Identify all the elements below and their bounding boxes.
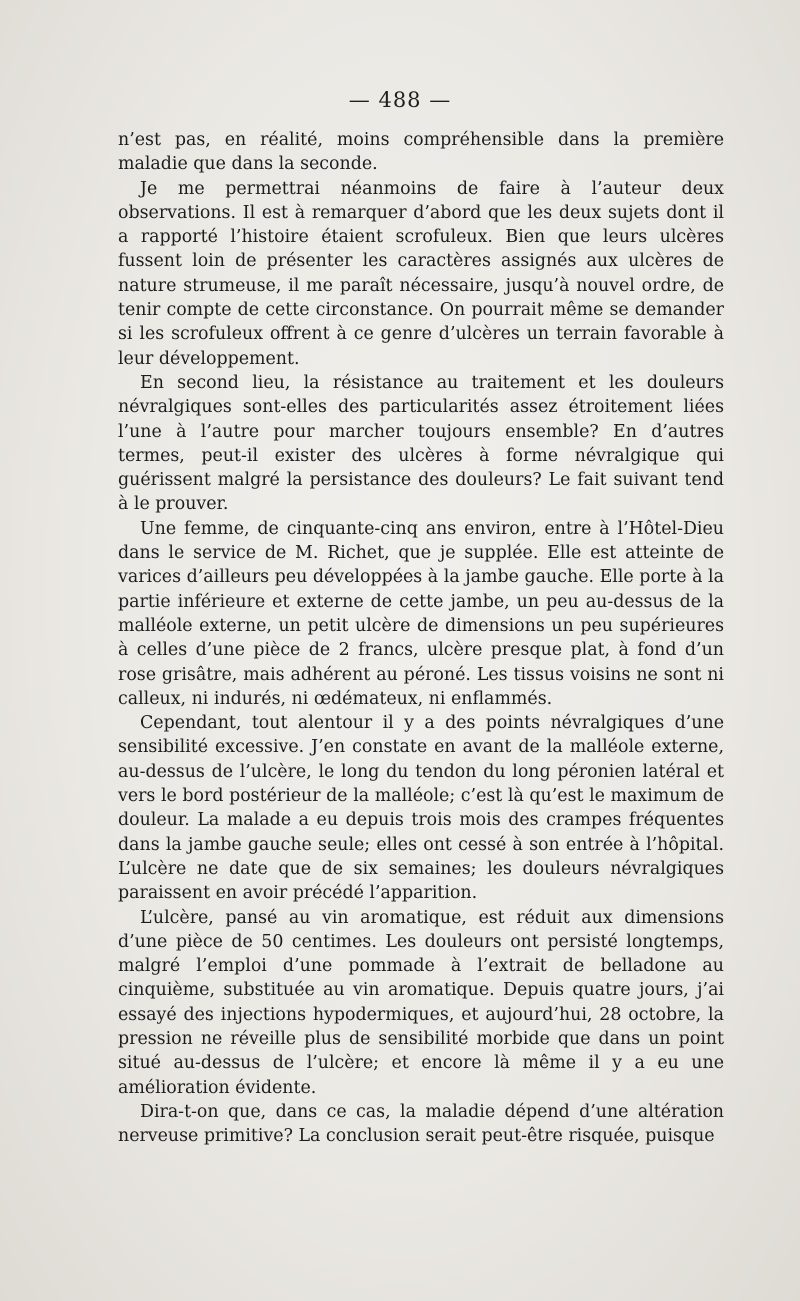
paragraph-neuralgic-points: Cependant, tout alentour il y a des points névralgiques d’une sensibilité excessive. J’en constate en avant de la malléole externe, au-dessus de l’ulcère, le long du tendon du long péronien latéral et vers le bord postérieur de la malléole; c’est là qu’est le maximum de douleur. La malade a eu depuis trois mois des crampes fréquentes dans la jambe gauche seule; elles ont cessé à son entrée à l’hôpital. L’ulcère ne date que de six semaines; les douleurs névralgiques paraissent en avoir précédé l’apparition. xyxy=(118,713,724,904)
paragraph-conclusion: Dira-t-on que, dans ce cas, la maladie dépend d’une altération nerveuse primitive? La conclusion serait peut-être risquée, puisque xyxy=(118,1101,724,1147)
paragraph-second-point: En second lieu, la résistance au traitement et les douleurs névralgiques sont-elles des particularités assez étroitement liées l’une à l’autre pour marcher toujours ensemble? En d’autres termes, peut-il exister des ulcères à forme névralgique qui guérissent malgré la persistance des douleurs? Le fait suivant tend à le prouver. xyxy=(118,372,724,515)
paragraph-continuation: n’est pas, en réalité, moins compréhensible dans la première maladie que dans la seconde. xyxy=(118,130,724,175)
paragraph-case-description: Une femme, de cinquante-cinq ans environ, entre à l’Hôtel-Dieu dans le service de M. Richet, que je supplée. Elle est atteinte de varices d’ailleurs peu développées à la jambe gauche. Elle porte à la partie inférieure et externe de cette jambe, un peu au-dessus de la malléole externe, un petit ulcère de dimensions un peu supérieures à celles d’une pièce de 2 francs, ulcère presque plat, à fond d’un rose grisâtre, mais adhérent au péroné. Les tissus voisins ne sont ni calleux, ni indurés, ni œdémateux, ni enflammés. xyxy=(118,518,724,709)
page-number: — 488 — xyxy=(348,88,452,112)
paragraph-treatment: L’ulcère, pansé au vin aromatique, est réduit aux dimensions d’une pièce de 50 centimes. Les douleurs ont persisté longtemps, malgré l’emploi d’une pommade à l’extrait de belladone au cinquième, substituée au vin aromatique. Depuis quatre jours, j’ai essayé des injections hypodermiques, et aujourd’hui, 28 octobre, la pression ne réveille plus de sensibilité morbide que dans un point situé au-dessus de l’ulcère; et encore là même il y a eu une amélioration évidente. xyxy=(118,907,724,1098)
paragraph-observations: Je me permettrai néanmoins de faire à l’auteur deux observations. Il est à remarquer d’abord que les deux sujets dont il a rapporté l’histoire étaient scrofuleux. Bien que leurs ulcères fussent loin de présenter les caractères assignés aux ulcères de nature strumeuse, il me paraît nécessaire, jusqu’à nouvel ordre, de tenir compte de cette circonstance. On pourrait même se demander si les scrofuleux offrent à ce genre d’ulcères un terrain favorable à leur développement. xyxy=(118,178,724,369)
body-text xyxy=(118,128,724,1148)
